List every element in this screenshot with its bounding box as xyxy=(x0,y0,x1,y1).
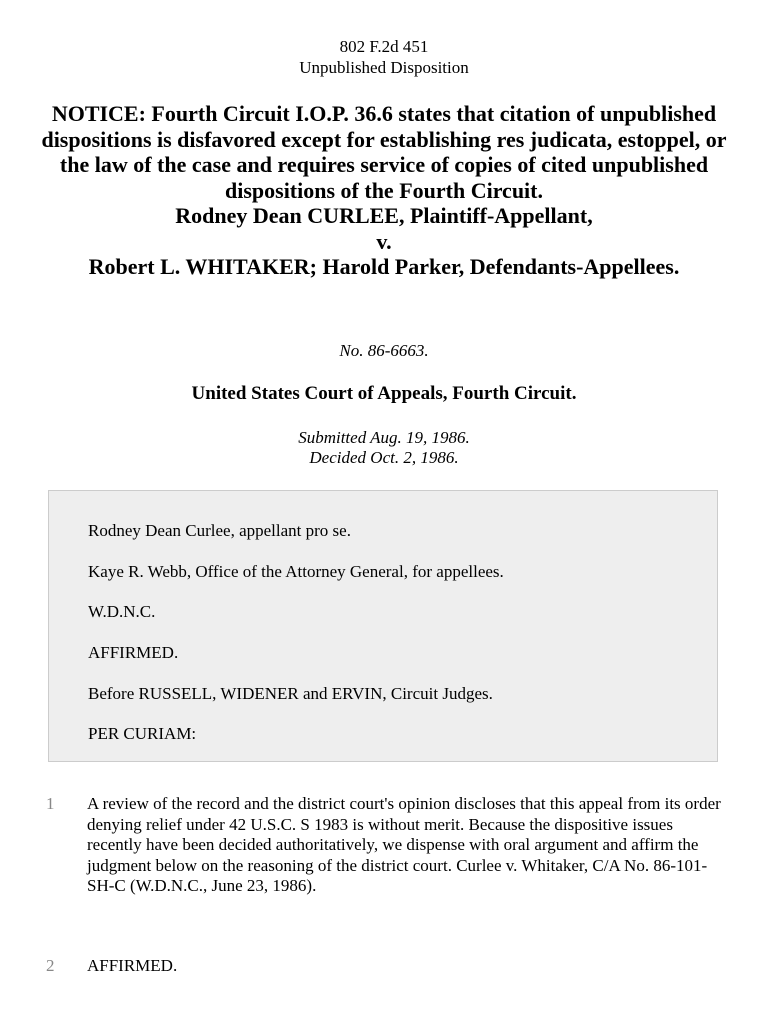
paragraph-text: A review of the record and the district court's opinion discloses that this appeal from its order denying relief under 42 U.S.C. S 1983 is without merit. Because the dispositive issues recently have been decided authoritatively, we dispense with oral argument and affirm the judgment below on the reasoning of the district court. Curlee v. Whitaker, C/A No. 86-101-SH-C (W.D.N.C., June 23, 1986). xyxy=(87,794,721,896)
disposition-summary: AFFIRMED. xyxy=(88,643,179,662)
decided-date: Decided Oct. 2, 1986. xyxy=(309,448,459,467)
per-curiam: PER CURIAM: xyxy=(88,724,197,743)
versus: v. xyxy=(376,228,392,254)
disposition: Unpublished Disposition xyxy=(299,58,469,77)
case-title xyxy=(40,101,728,280)
appellee-counsel: Kaye R. Webb, Office of the Attorney General, for appellees. xyxy=(88,562,504,581)
appellant-counsel: Rodney Dean Curlee, appellant pro se. xyxy=(88,521,351,540)
lower-court: W.D.N.C. xyxy=(88,602,156,621)
paragraph-text: AFFIRMED. xyxy=(87,956,178,975)
plaintiff: Rodney Dean CURLEE, Plaintiff-Appellant, xyxy=(175,203,593,228)
citation: 802 F.2d 451 xyxy=(339,37,429,56)
submitted-date: Submitted Aug. 19, 1986. xyxy=(298,428,470,447)
summary-box xyxy=(48,490,718,762)
notice-text: NOTICE: Fourth Circuit I.O.P. 36.6 states that citation of unpublished dispositions is disfavored except for establishing res judicata, estoppel, or the law of the case and requires service of copies of cited unpublished dispositions of the Fourth Circuit. xyxy=(41,101,727,203)
defendants: Robert L. WHITAKER; Harold Parker, Defendants-Appellees. xyxy=(88,254,680,279)
paragraph-number: 2 xyxy=(46,956,55,975)
case-dates xyxy=(0,428,768,468)
panel-judges: Before RUSSELL, WIDENER and ERVIN, Circuit Judges. xyxy=(88,684,493,703)
court-name: United States Court of Appeals, Fourth Circuit. xyxy=(191,383,577,404)
paragraph-number: 1 xyxy=(46,794,55,813)
docket-number: No. 86-6663. xyxy=(339,341,429,360)
document-header xyxy=(0,36,768,78)
